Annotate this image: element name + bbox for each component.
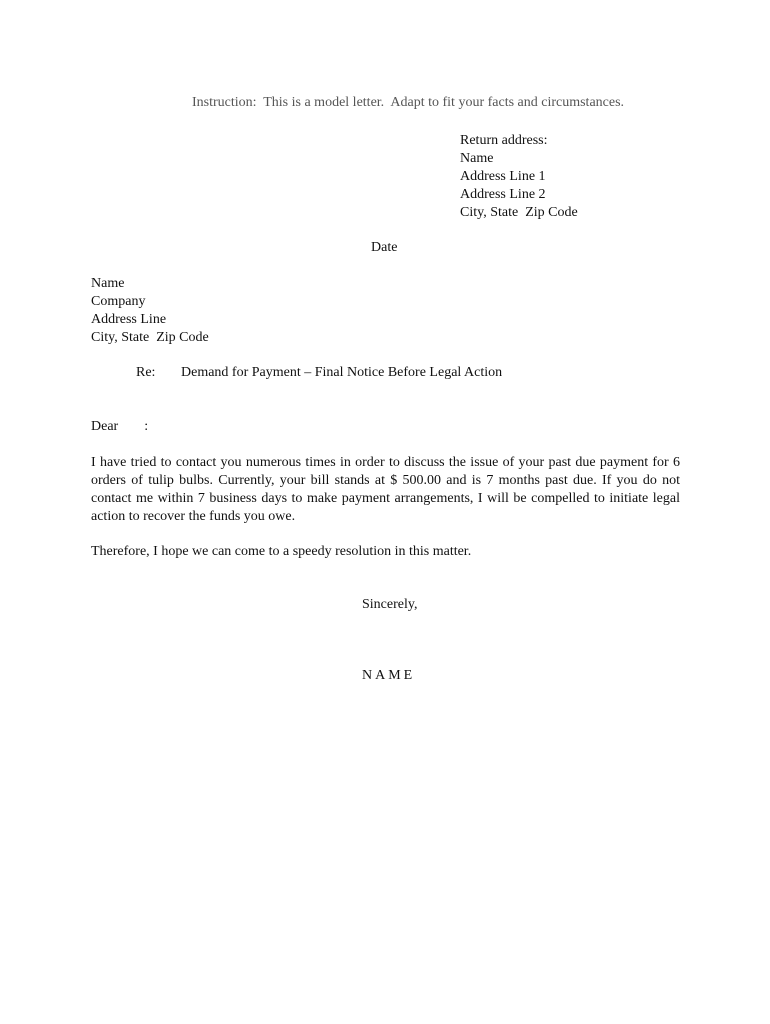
letter-date: Date (371, 240, 398, 255)
re-subject: Demand for Payment – Final Notice Before Legal Action (181, 365, 503, 380)
return-address-line-2: Address Line 2 (460, 187, 546, 202)
salutation (91, 418, 148, 436)
instruction-text: Instruction: This is a model letter. Adapt to fit your facts and circumstances. (191, 95, 625, 110)
body-paragraph: I have tried to contact you numerous times in order to discuss the issue of your past due payment for 6 orders of tulip bulbs. Currently, your bill stands at $ 500.00 and is 7 months past due. If you do not contact me within 7 business days to make payment arrangements, I will be compelled to initiate legal action to recover the funds you owe. (91, 455, 680, 524)
return-address-line-1: Address Line 1 (460, 169, 546, 184)
recipient-name: Name (91, 276, 125, 291)
signature-name: NAME (362, 668, 416, 683)
return-address-heading: Return address: (460, 133, 548, 148)
salutation-word: Dear (91, 419, 119, 434)
return-address-block (460, 132, 578, 222)
recipient-company: Company (91, 294, 146, 309)
instruction-note (0, 94, 770, 112)
recipient-address-block (91, 275, 209, 347)
recipient-city-state-zip: City, State Zip Code (91, 330, 209, 345)
recipient-address-line: Address Line (91, 312, 167, 327)
re-label: Re: (136, 365, 156, 380)
complimentary-close: Sincerely, (362, 597, 418, 612)
closing-paragraph: Therefore, I hope we can come to a speedy resolution in this matter. (91, 544, 472, 559)
return-address-name: Name (460, 151, 494, 166)
return-address-city-state-zip: City, State Zip Code (460, 205, 578, 220)
salutation-colon: : (144, 419, 149, 434)
